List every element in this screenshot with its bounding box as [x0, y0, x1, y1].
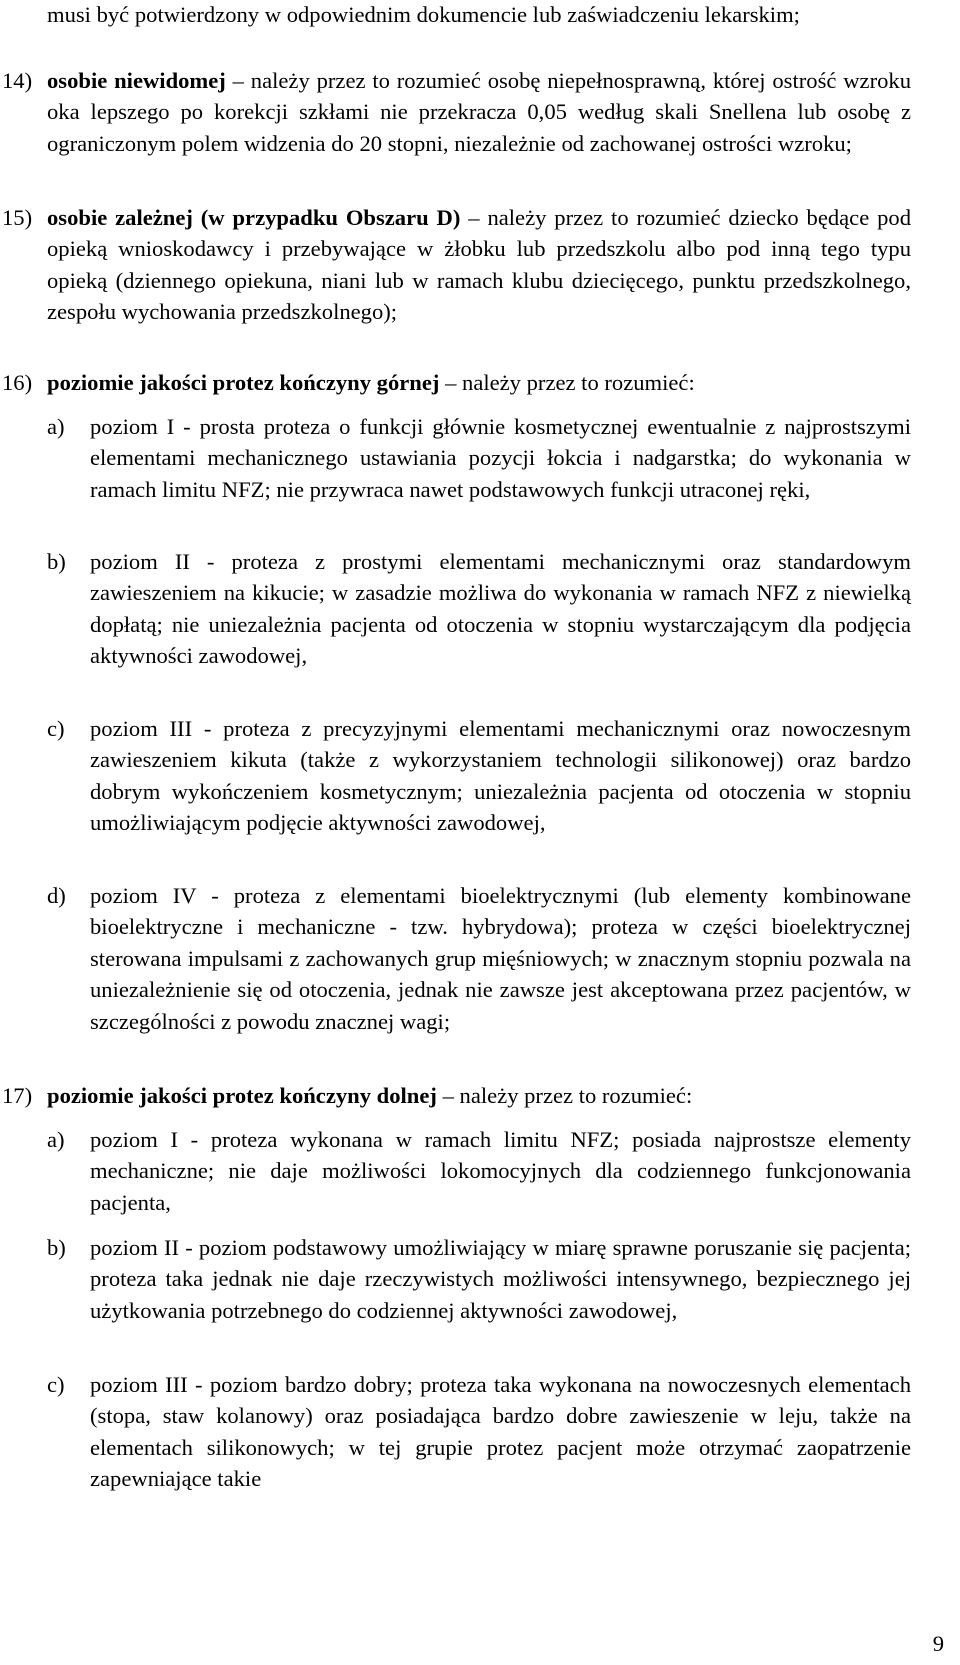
sub-item-label: c)	[47, 716, 65, 741]
sub-item-17a	[0, 1124, 911, 1218]
definition-item-17	[0, 1080, 911, 1111]
definition-text: – należy przez to rozumieć dziecko będące pod opieką wnioskodawcy i przebywające w żłobku lub przedszkolu albo pod inną tego typu opieką (dziennego opiekuna, niani lub w ramach klubu dziecięcego, punktu przedszkolnego, zespołu wychowania przedszkolnego);	[47, 205, 911, 325]
sub-item-text: poziom III - proteza z precyzyjnymi elementami mechanicznymi oraz nowoczesnym zawieszeniem kikuta (także z wykorzystaniem technologii silikonowej) oraz bardzo dobrym wykończeniem kosmetycznym; uniezależnia pacjenta od otoczenia w stopniu umożliwiającym podjęcie aktywności zawodowej,	[90, 716, 911, 836]
defined-term: poziomie jakości protez kończyny górnej	[47, 370, 440, 395]
sub-item-text: poziom IV - proteza z elementami bioelektrycznymi (lub elementy kombinowane bioelektryczne i mechaniczne - tzw. hybrydowa); proteza w części bioelektrycznej sterowana impulsami z zachowanych grup mięśniowych; w znacznym stopniu pozwala na uniezależnienie się od otoczenia, jednak nie zawsze jest akceptowana przez pacjentów, w szczególności z powodu znacznej wagi;	[90, 883, 911, 1034]
sub-item-label: a)	[47, 1127, 65, 1152]
continuation-paragraph	[47, 0, 911, 30]
sub-item-label: b)	[47, 1235, 66, 1260]
definition-item-15	[0, 202, 911, 328]
item-number: 14)	[2, 68, 33, 93]
definition-text: – należy przez to rozumieć:	[436, 1083, 693, 1108]
sub-item-text: poziom I - proteza wykonana w ramach limitu NFZ; posiada najprostsze elementy mechaniczne; nie daje możliwości lokomocyjnych dla codziennego funkcjonowania pacjenta,	[90, 1127, 911, 1215]
item-text	[47, 1080, 911, 1111]
item-text	[47, 202, 911, 328]
item-number: 17)	[2, 1083, 33, 1108]
defined-term: osobie niewidomej	[47, 68, 226, 93]
sub-item-text: poziom III - poziom bardzo dobry; proteza taka wykonana na nowoczesnych elementach (stopa, staw kolanowy) oraz posiadająca bardzo dobre zawieszenie w leju, także na elementach silikonowych; w tej grupie protez pacjent może otrzymać zaopatrzenie zapewniające takie	[90, 1372, 911, 1492]
definition-text: – należy przez to rozumieć:	[439, 370, 695, 395]
sub-item-text: poziom II - proteza z prostymi elementami mechanicznymi oraz standardowym zawieszeniem na kikucie; w zasadzie możliwa do wykonania w ramach NFZ z niewielką dopłatą; nie uniezależnia pacjenta od otoczenia w stopniu wystarczającym dla podjęcia aktywności zawodowej,	[90, 549, 911, 669]
sub-item-label: a)	[47, 414, 65, 439]
definition-text: – należy przez to rozumieć osobę niepełnosprawną, której ostrość wzroku oka lepszego po korekcji szkłami nie przekracza 0,05 według skali Snellena lub osobę z ograniczonym polem widzenia do 20 stopni, niezależnie od zachowanej ostrości wzroku;	[47, 68, 911, 156]
item-text	[47, 65, 911, 159]
item-number: 16)	[2, 370, 33, 395]
sub-item-16d	[0, 880, 911, 1037]
sub-item-text: poziom II - poziom podstawowy umożliwiający w miarę sprawne poruszanie się pacjenta; proteza taka jednak nie daje rzeczywistych możliwości intensywnego, bezpiecznego jej użytkowania potrzebnego do codziennej aktywności zawodowej,	[90, 1235, 911, 1323]
defined-term: poziomie jakości protez kończyny dolnej	[47, 1083, 437, 1108]
definition-item-16	[0, 367, 911, 398]
defined-term: osobie zależnej (w przypadku Obszaru D)	[47, 205, 461, 230]
sub-item-16a	[0, 411, 911, 505]
item-text	[47, 367, 911, 398]
sub-item-16c	[0, 713, 911, 839]
sub-item-16b	[0, 546, 911, 672]
definition-item-14	[0, 65, 911, 159]
sub-item-label: d)	[47, 883, 66, 908]
sub-item-17c	[0, 1369, 911, 1495]
page-number: 9	[932, 1631, 944, 1656]
continuation-text: musi być potwierdzony w odpowiednim dokumencie lub zaświadczeniu lekarskim;	[47, 2, 800, 27]
item-number: 15)	[2, 205, 33, 230]
sub-item-17b	[0, 1232, 911, 1326]
sub-item-text: poziom I - prosta proteza o funkcji głównie kosmetycznej ewentualnie z najprostszymi elementami mechanicznego ustawiania pozycji łokcia i nadgarstka; do wykonania w ramach limitu NFZ; nie przywraca nawet podstawowych funkcji utraconej ręki,	[90, 414, 911, 502]
sub-item-label: b)	[47, 549, 66, 574]
sub-item-label: c)	[47, 1372, 65, 1397]
